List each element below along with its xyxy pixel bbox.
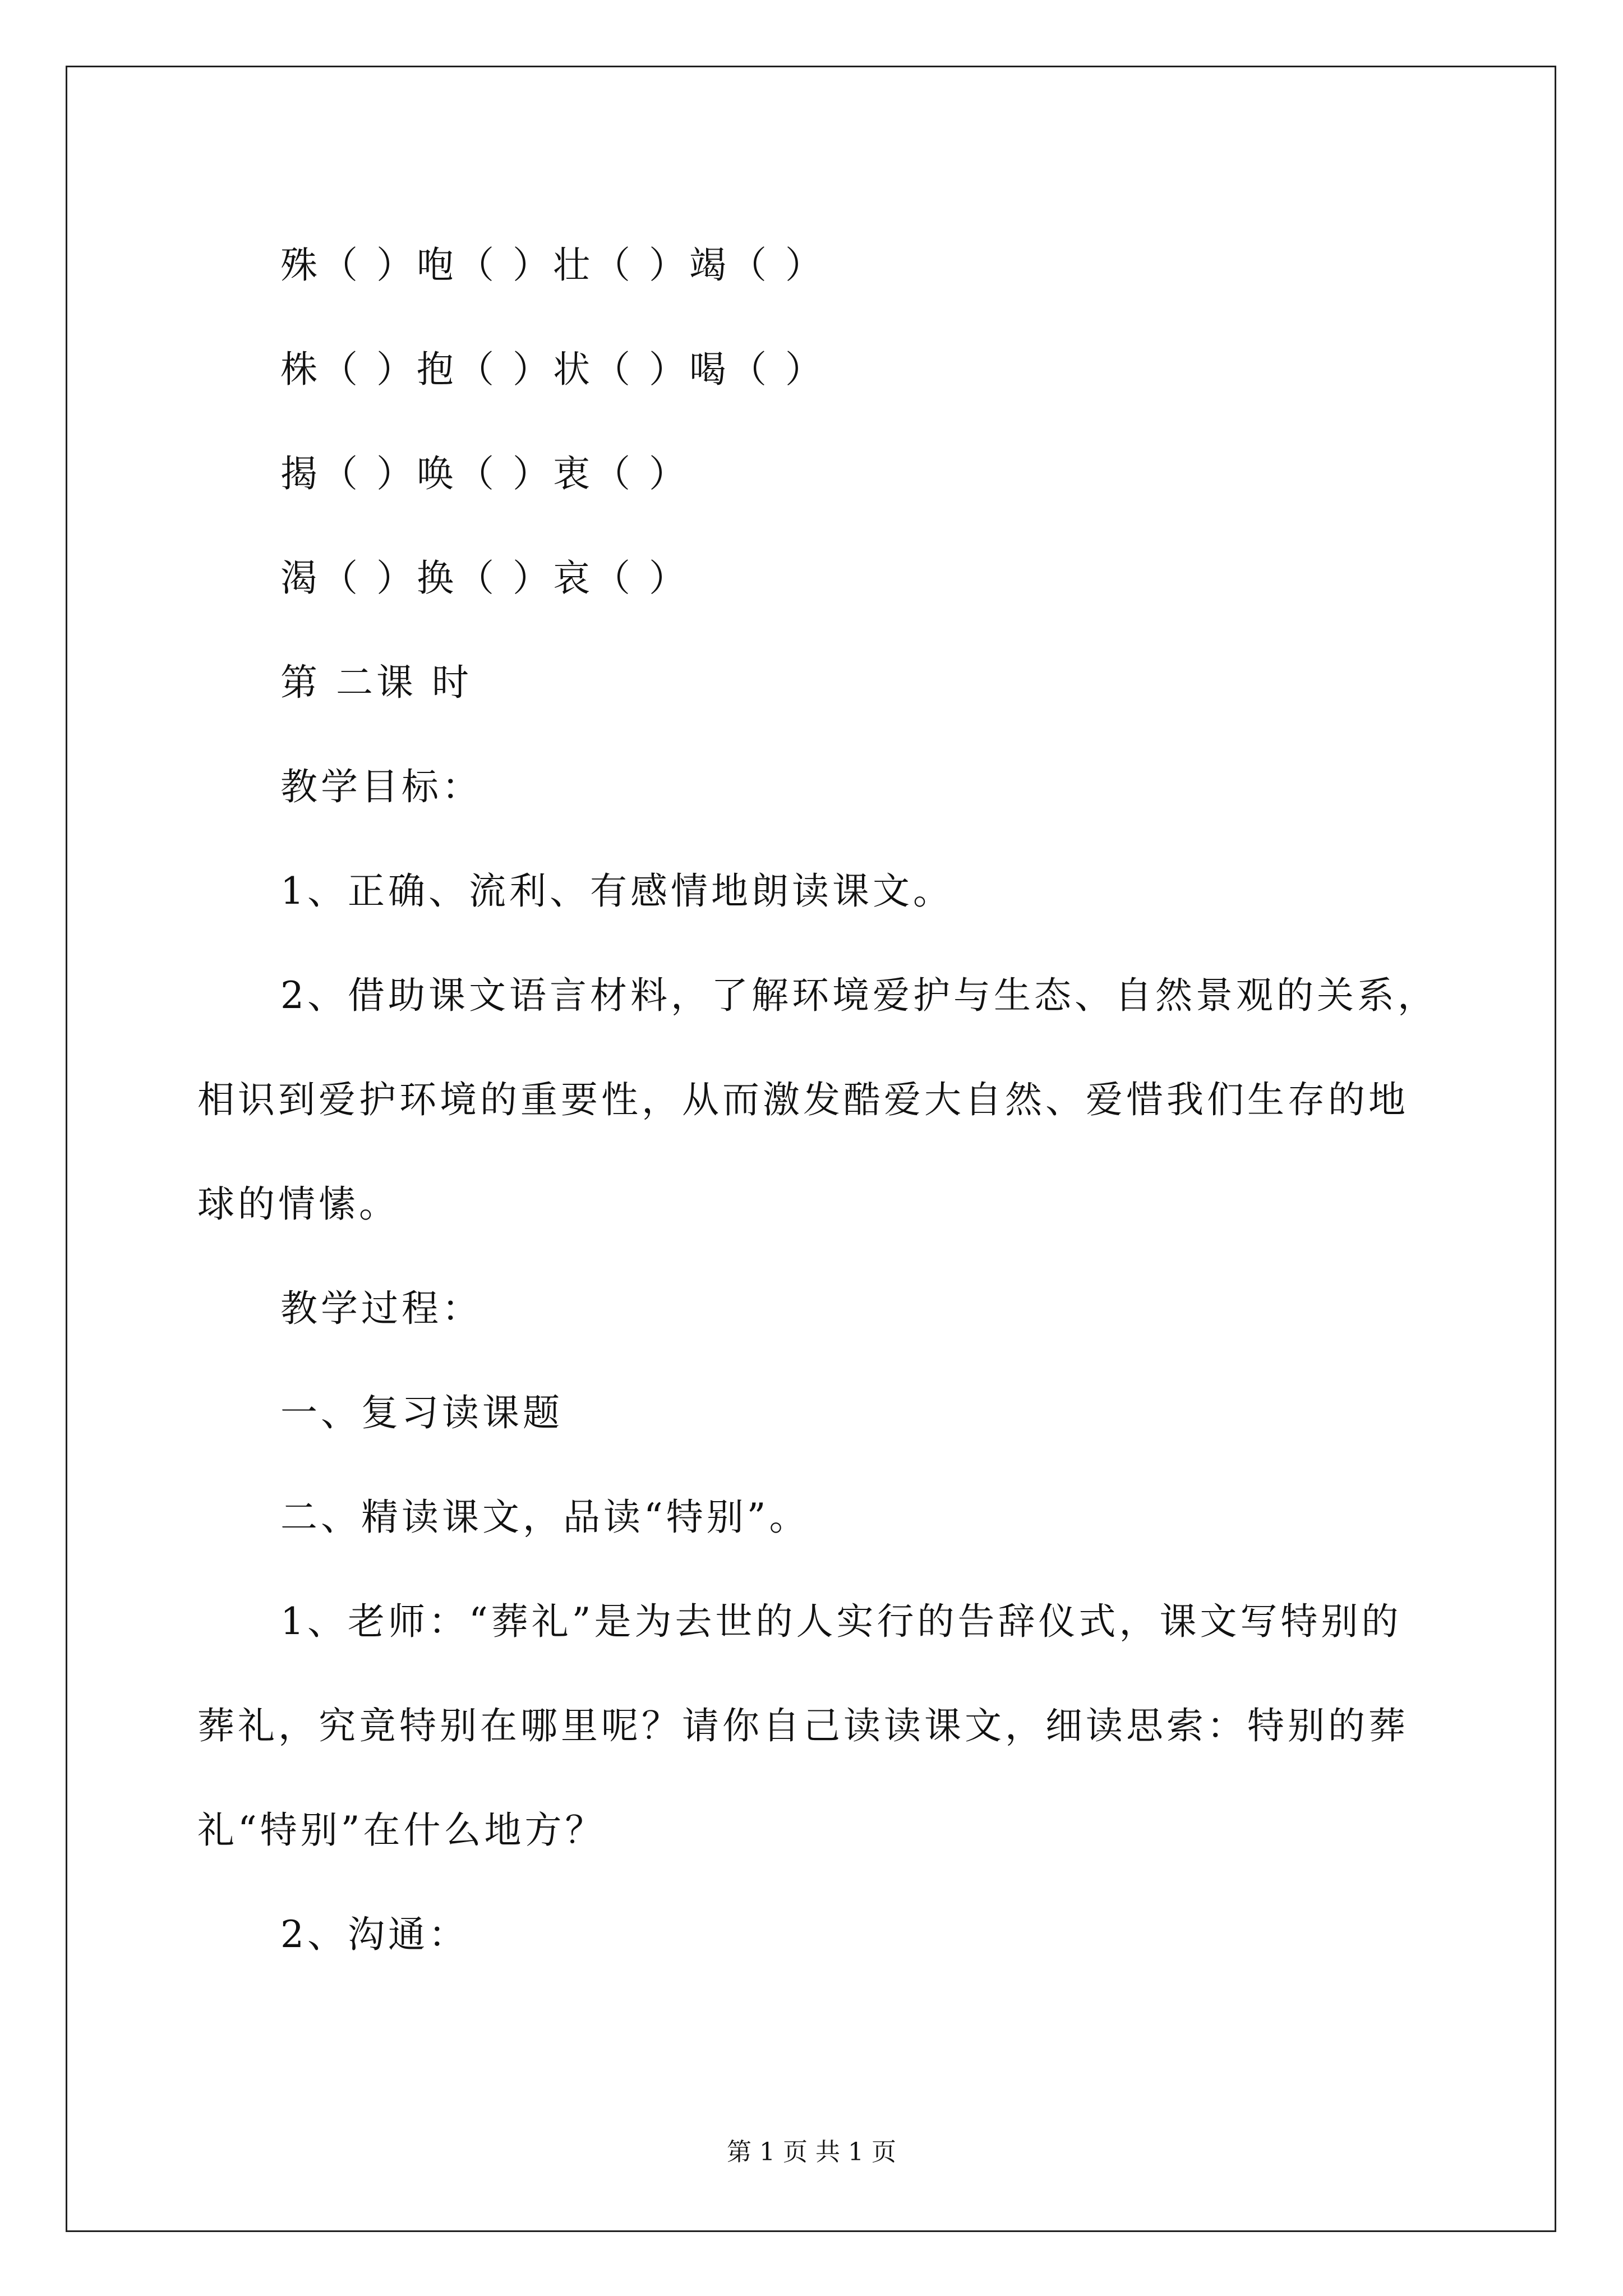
- goal-item-2-line-3: 球的情愫。: [197, 1182, 399, 1226]
- goal-item-1: 1、正确、流利、有感情地朗读课文。: [280, 869, 953, 913]
- process-item-2: 2、沟通：: [280, 1913, 469, 1956]
- process-paragraph-line-1: 1、老师：“葬礼”是为去世的人实行的告辞仪式，课文写特别的: [280, 1600, 1402, 1643]
- process-paragraph-line-2: 葬礼，究竟特别在哪里呢？请你自己读读课文，细读思索：特别的葬: [197, 1704, 1409, 1747]
- section-heading-process: 教学过程：: [280, 1287, 482, 1330]
- goal-item-2-line-1: 2、借助课文语言材料，了解环境爱护与生态、自然景观的关系，: [280, 974, 1438, 1017]
- process-step-1: 一、复习读课题: [280, 1391, 563, 1434]
- fill-row-1: 殊（ ）咆（ ）壮（ ）竭（ ）: [280, 243, 826, 287]
- fill-row-4: 渴（ ）换（ ）哀（ ）: [280, 556, 689, 600]
- goal-item-2-line-2: 相识到爱护环境的重要性，从而激发酷爱大自然、爱惜我们生存的地: [197, 1078, 1409, 1121]
- page-footer: 第 1 页 共 1 页: [727, 2138, 896, 2166]
- lesson-heading: 第 二课 时: [280, 661, 472, 704]
- document-body: [197, 213, 1436, 1987]
- section-heading-goals: 教学目标：: [280, 765, 482, 808]
- fill-row-3: 揭（ ）唤（ ）衷（ ）: [280, 452, 689, 495]
- process-paragraph-line-3: 礼“特别”在什么地方？: [197, 1809, 606, 1852]
- fill-row-2: 株（ ）抱（ ）状（ ）喝（ ）: [280, 348, 826, 391]
- process-step-2: 二、精读课文，品读“特别”。: [280, 1496, 810, 1539]
